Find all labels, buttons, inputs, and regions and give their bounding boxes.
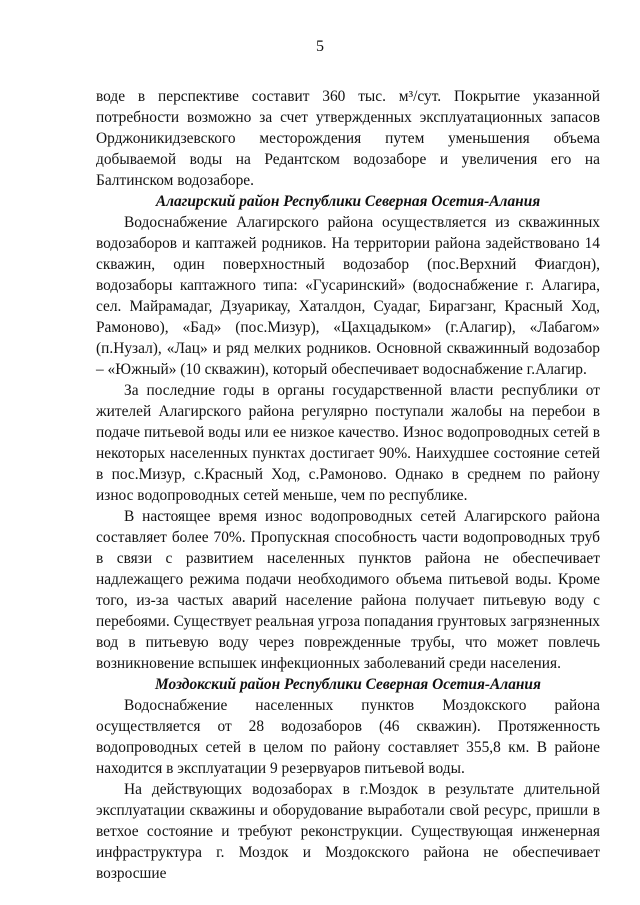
- paragraph-alagir-water-supply: Водоснабжение Алагирского района осуществляется из скважинных водозаборов и каптажей родников. На территории района задействовано 14 скважин, один поверхностный водозабор (пос.Верхний Фиагдон), водозаборы каптажного типа: «Гусаринский» (водоснабжение г. Алагира, сел. Майрамадаг, Дзуарикау, Хаталдон, Суадаг, Бирагзанг, Красный Ход, Рамоново), «Бад» (пос.Мизур), «Цахцадыком» (г.Алагир), «Лабагом» (п.Нузал), «Лац» и ряд мелких родников. Основной скважинный водозабор – «Южный» (10 скважин), который обеспечивает водоснабжение г.Алагир.: [96, 214, 600, 378]
- paragraph-mozdok-water-supply: Водоснабжение населенных пунктов Моздокского района осуществляется от 28 водозаборов (46 скважин). Протяженность водопроводных сетей в целом по району составляет 355,8 км. В районе находится в эксплуатации 9 резервуаров питьевой воды.: [96, 697, 600, 777]
- document-body: [96, 86, 600, 884]
- paragraph-mozdok-intakes: На действующих водозаборах в г.Моздок в результате длительной эксплуатации скважины и оборудование выработали свой ресурс, пришли в ветхое состояние и требуют реконструкции. Существующая инженерная инфраструктура г. Моздок и Моздокского района не обеспечивает возросшие: [96, 781, 600, 882]
- section-heading-mozdok: Моздокский район Республики Северная Осетия-Алания: [155, 676, 541, 693]
- paragraph-continuation: воде в перспективе составит 360 тыс. м³/сут. Покрытие указанной потребности возможно за счет утвержденных эксплуатационных запасов Орджоникидзевского месторождения путем уменьшения объема добываемой воды на Редантском водозаборе и увеличения его на Балтинском водозаборе.: [96, 88, 600, 189]
- paragraph-alagir-complaints: За последние годы в органы государственной власти республики от жителей Алагирского района регулярно поступали жалобы на перебои в подаче питьевой воды или ее низкое качество. Износ водопроводных сетей в некоторых населенных пунктах достигает 90%. Наихудшее состояние сетей в пос.Мизур, с.Красный Ход, с.Рамоново. Однако в среднем по району износ водопроводных сетей меньше, чем по республике.: [96, 382, 600, 504]
- page-number: 5: [316, 38, 324, 55]
- section-heading-alagir: Алагирский район Республики Северная Осетия-Алания: [155, 193, 541, 210]
- paragraph-alagir-wear: В настоящее время износ водопроводных сетей Алагирского района составляет более 70%. Пропускная способность части водопроводных труб в связи с развитием населенных пунктов района не обеспечивает надлежащего режима подачи необходимого объема питьевой воды. Кроме того, из-за частых аварий население района получает питьевую воду с перебоями. Существует реальная угроза попадания грунтовых загрязненных вод в питьевую воду через поврежденные трубы, что может повлечь возникновение вспышек инфекционных заболеваний среди населения.: [96, 508, 600, 672]
